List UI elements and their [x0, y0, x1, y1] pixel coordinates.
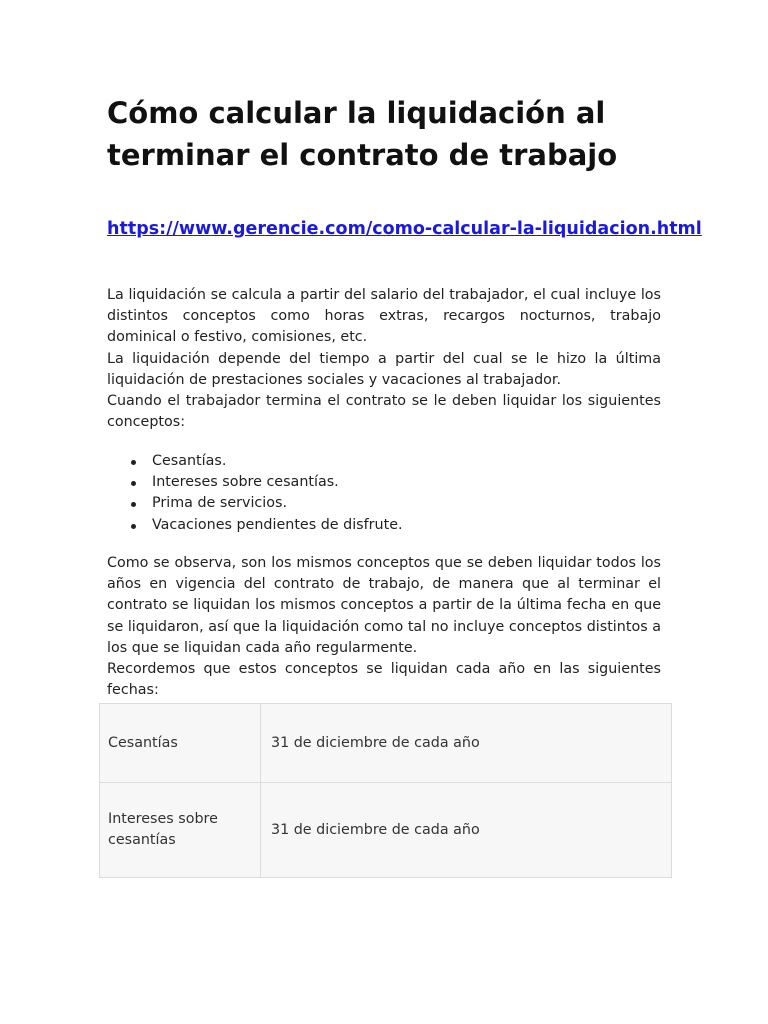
concept-cell: Cesantías	[100, 704, 261, 783]
source-link[interactable]: https://www.gerencie.com/como-calcular-la-liquidacion.html	[107, 219, 702, 239]
dates-table	[99, 703, 672, 878]
list-item: Prima de servicios.	[152, 493, 661, 514]
paragraph-concepts-intro: Cuando el trabajador termina el contrato se le deben liquidar los siguientes conceptos:	[107, 393, 661, 431]
paragraph-salary: La liquidación se calcula a partir del salario del trabajador, el cual incluye los distintos conceptos como horas extras, recargos nocturnos, trabajo dominical o festivo, comisiones, etc.	[107, 287, 661, 346]
list-item: Intereses sobre cesantías.	[152, 472, 661, 493]
page-title: Cómo calcular la liquidación al terminar el contrato de trabajo	[107, 96, 618, 172]
list-item: Vacaciones pendientes de disfrute.	[152, 515, 661, 536]
date-cell: 31 de diciembre de cada año	[261, 783, 672, 878]
table-row	[100, 704, 672, 783]
conclusion-text	[107, 553, 661, 701]
paragraph-time: La liquidación depende del tiempo a partir del cual se le hizo la última liquidación de prestaciones sociales y vacaciones al trabajador.	[107, 350, 661, 388]
paragraph-dates-intro: Recordemos que estos conceptos se liquidan cada año en las siguientes fechas:	[107, 661, 661, 699]
table-row	[100, 783, 672, 878]
concepts-list	[107, 451, 661, 536]
list-item: Cesantías.	[152, 451, 661, 472]
concept-cell: Intereses sobre cesantías	[100, 783, 261, 878]
date-cell: 31 de diciembre de cada año	[261, 704, 672, 783]
paragraph-observation: Como se observa, son los mismos conceptos que se deben liquidar todos los años en vigencia del contrato de trabajo, de manera que al terminar el contrato se liquidan los mismos conceptos a partir de la última fecha en que se liquidaron, así que la liquidación como tal no incluye conceptos distintos a los que se liquidan cada año regularmente.	[107, 555, 661, 656]
intro-text	[107, 285, 661, 433]
